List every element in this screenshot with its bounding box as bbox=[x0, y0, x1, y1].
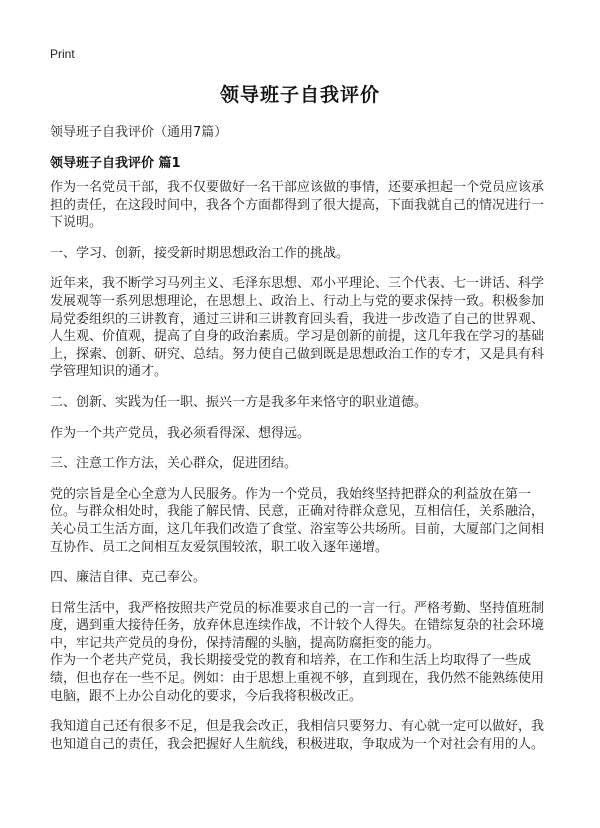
print-label: Print bbox=[50, 47, 75, 61]
heading-three: 三、注意工作方法，关心群众，促进团结。 bbox=[50, 456, 298, 472]
paragraph-intro: 作为一名党员干部，我不仅要做好一名干部应该做的事情，还要承担起一个党员应该承担的责任，在这段时间中，我各个方面都得到了很大提高，下面我就自己的情况进行一下说明。 bbox=[50, 180, 545, 231]
section-title: 领导班子自我评价 篇1 bbox=[50, 156, 181, 171]
heading-four: 四、廉洁自律、克己奉公。 bbox=[50, 570, 207, 586]
heading-two: 二、创新、实践为任一职、振兴一方是我多年来恪守的职业道德。 bbox=[50, 394, 428, 410]
page-title: 领导班子自我评价 bbox=[219, 84, 380, 106]
paragraph-study: 近年来，我不断学习马列主义、毛泽东思想、邓小平理论、三个代表、七一讲话、科学发展观等一系列思想理论，在思想上、政治上、行动上与党的要求保持一致。积极参加局党委组织的三讲教育，通过三讲和三讲教育回头看，我进一步改造了自己的世界观、人生观、价值观，提高了自身的政治素质。学习是创新的前提，这几年我在学习的基础上，探索、创新、研究、总结。努力使自己做到既是思想政治工作的专才，又是具有科学管理知识的通才。 bbox=[50, 276, 545, 380]
paragraph-service: 党的宗旨是全心全意为人民服务。作为一个党员，我始终坚持把群众的利益放在第一位。与群众相处时，我能了解民情、民意，正确对待群众意见，互相信任，关系融洽，关心员工生活方面，这几年我们改造了食堂、浴室等公共场所。目前，大厦部门之间相互协作、员工之间相互友爱氛围较浓，职工收入逐年递增。 bbox=[50, 486, 545, 555]
article-body bbox=[50, 179, 556, 766]
document-subtitle: 领导班子自我评价（通用7篇） bbox=[50, 125, 228, 140]
heading-one: 一、学习、创新，接受新时期思想政治工作的挑战。 bbox=[50, 245, 350, 261]
paragraph-party-member: 作为一个共产党员，我必须看得深、想得远。 bbox=[50, 425, 311, 441]
paragraph-conclusion: 我知道自己还有很多不足，但是我会改正，我相信只要努力、有心就一定可以做好，我也知道自己的责任，我会把握好人生航线，积极进取，争取成为一个对社会有用的人。 bbox=[50, 719, 545, 752]
paragraph-daily-life: 日常生活中，我严格按照共产党员的标准要求自己的一言一行。严格考勤、坚持值班制度，遇到重大接待任务，放弃休息连续作战，不计较个人得失。在错综复杂的社会环境中，牢记共产党员的身份，保持清醒的头脑，提高防腐拒变的能力。 bbox=[50, 600, 545, 651]
paragraph-shortcomings: 作为一个老共产党员，我长期接受党的教育和培养，在工作和生活上均取得了一些成绩，但也存在一些不足。例如：由于思想上重视不够，直到现在，我仍然不能熟练使用电脑，跟不上办公自动化的要求，今后我将积极改正。 bbox=[50, 653, 545, 704]
